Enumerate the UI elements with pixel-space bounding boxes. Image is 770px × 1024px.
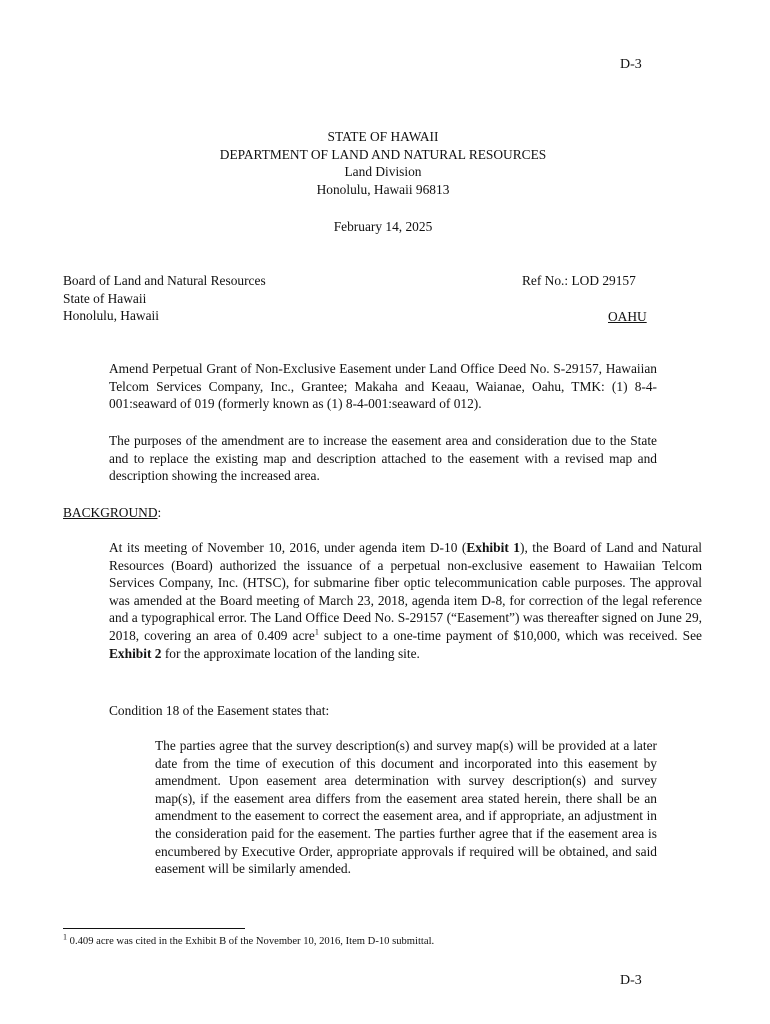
address-line-2: State of Hawaii [63, 290, 147, 306]
letterhead-city: Honolulu, Hawaii 96813 [316, 181, 450, 197]
background-text-3: subject to a one-time payment of $10,000, which was received. See [318, 627, 702, 643]
background-text-1: At its meeting of November 10, 2016, under agenda item D-10 ( [109, 540, 467, 555]
page-number-top: D-3 [620, 57, 642, 72]
recipient-address [63, 272, 266, 325]
footnote-reference: 1 [314, 627, 319, 637]
letterhead-state: STATE OF HAWAII [327, 129, 439, 144]
exhibit-1-reference: Exhibit 1 [466, 540, 520, 555]
condition-intro: Condition 18 of the Easement states that: [109, 703, 330, 718]
letterhead-division: Land Division [344, 164, 422, 180]
letterhead-department: DEPARTMENT OF LAND AND NATURAL RESOURCES [219, 146, 547, 162]
document-date: February 14, 2025 [333, 219, 433, 234]
condition-quote: The parties agree that the survey description(s) and survey map(s) will be provided at a later date from the time of execution of this document and incorporated into this easement by amendment. Upon easement area determination with survey description(s) and survey map(s), if the easement area differs from the easement area stated herein, there shall be an amendment to the easement to correct the easement area, and if appropriate, an adjustment in the consideration paid for the easement. The parties further agree that if the easement area is encumbered by Executive Order, appropriate approvals if required will be obtained, and said easement will be similarly amended. [155, 738, 657, 877]
address-line-1: Board of Land and Natural Resources [63, 273, 266, 288]
purpose-paragraph: The purposes of the amendment are to increase the easement area and consideration due to the State and to replace the existing map and description attached to the easement with a revised map and description showing the increased area. [109, 433, 657, 484]
address-line-3: Honolulu, Hawaii [63, 308, 159, 324]
footnote-text: 0.409 acre was cited in the Exhibit B of the November 10, 2016, Item D-10 submittal. [67, 936, 435, 947]
footnote-marker: 1 [63, 932, 67, 942]
background-heading-colon: : [157, 505, 162, 520]
exhibit-2-reference: Exhibit 2 [109, 645, 162, 661]
background-paragraph [109, 539, 702, 662]
footnote-divider [63, 928, 245, 929]
background-text-4: for the approximate location of the landing site. [161, 645, 420, 661]
background-heading-text: BACKGROUND [63, 505, 158, 520]
footnote [63, 932, 435, 948]
page-number-bottom: D-3 [620, 973, 642, 988]
background-heading [63, 504, 161, 522]
letterhead [0, 128, 766, 198]
background-text-2: ), the Board of Land and Natural Resources (Board) authorized the issuance of a perpetual non-exclusive easement to Hawaiian Telcom Services Company, Inc. (HTSC), for submarine fiber optic telecommunication cable purposes. The approval was amended at the Board meeting of March 23, 2018, agenda item D-8, for correction of the legal reference and a typographical error. The Land Office Deed No. S-29157 (“Easement”) was thereafter signed on June 29, 2018, covering an area of 0.409 acre [109, 540, 703, 643]
subject-paragraph: Amend Perpetual Grant of Non-Exclusive Easement under Land Office Deed No. S-29157, Hawaiian Telcom Services Company, Inc., Grantee; Makaha and Keaau, Waianae, Oahu, TMK: (1) 8-4-001:seaward of 019 (formerly known as (1) 8-4-001:seaward of 012). [109, 361, 657, 412]
island-label: OAHU [608, 309, 647, 324]
reference-number: Ref No.: LOD 29157 [522, 273, 636, 288]
